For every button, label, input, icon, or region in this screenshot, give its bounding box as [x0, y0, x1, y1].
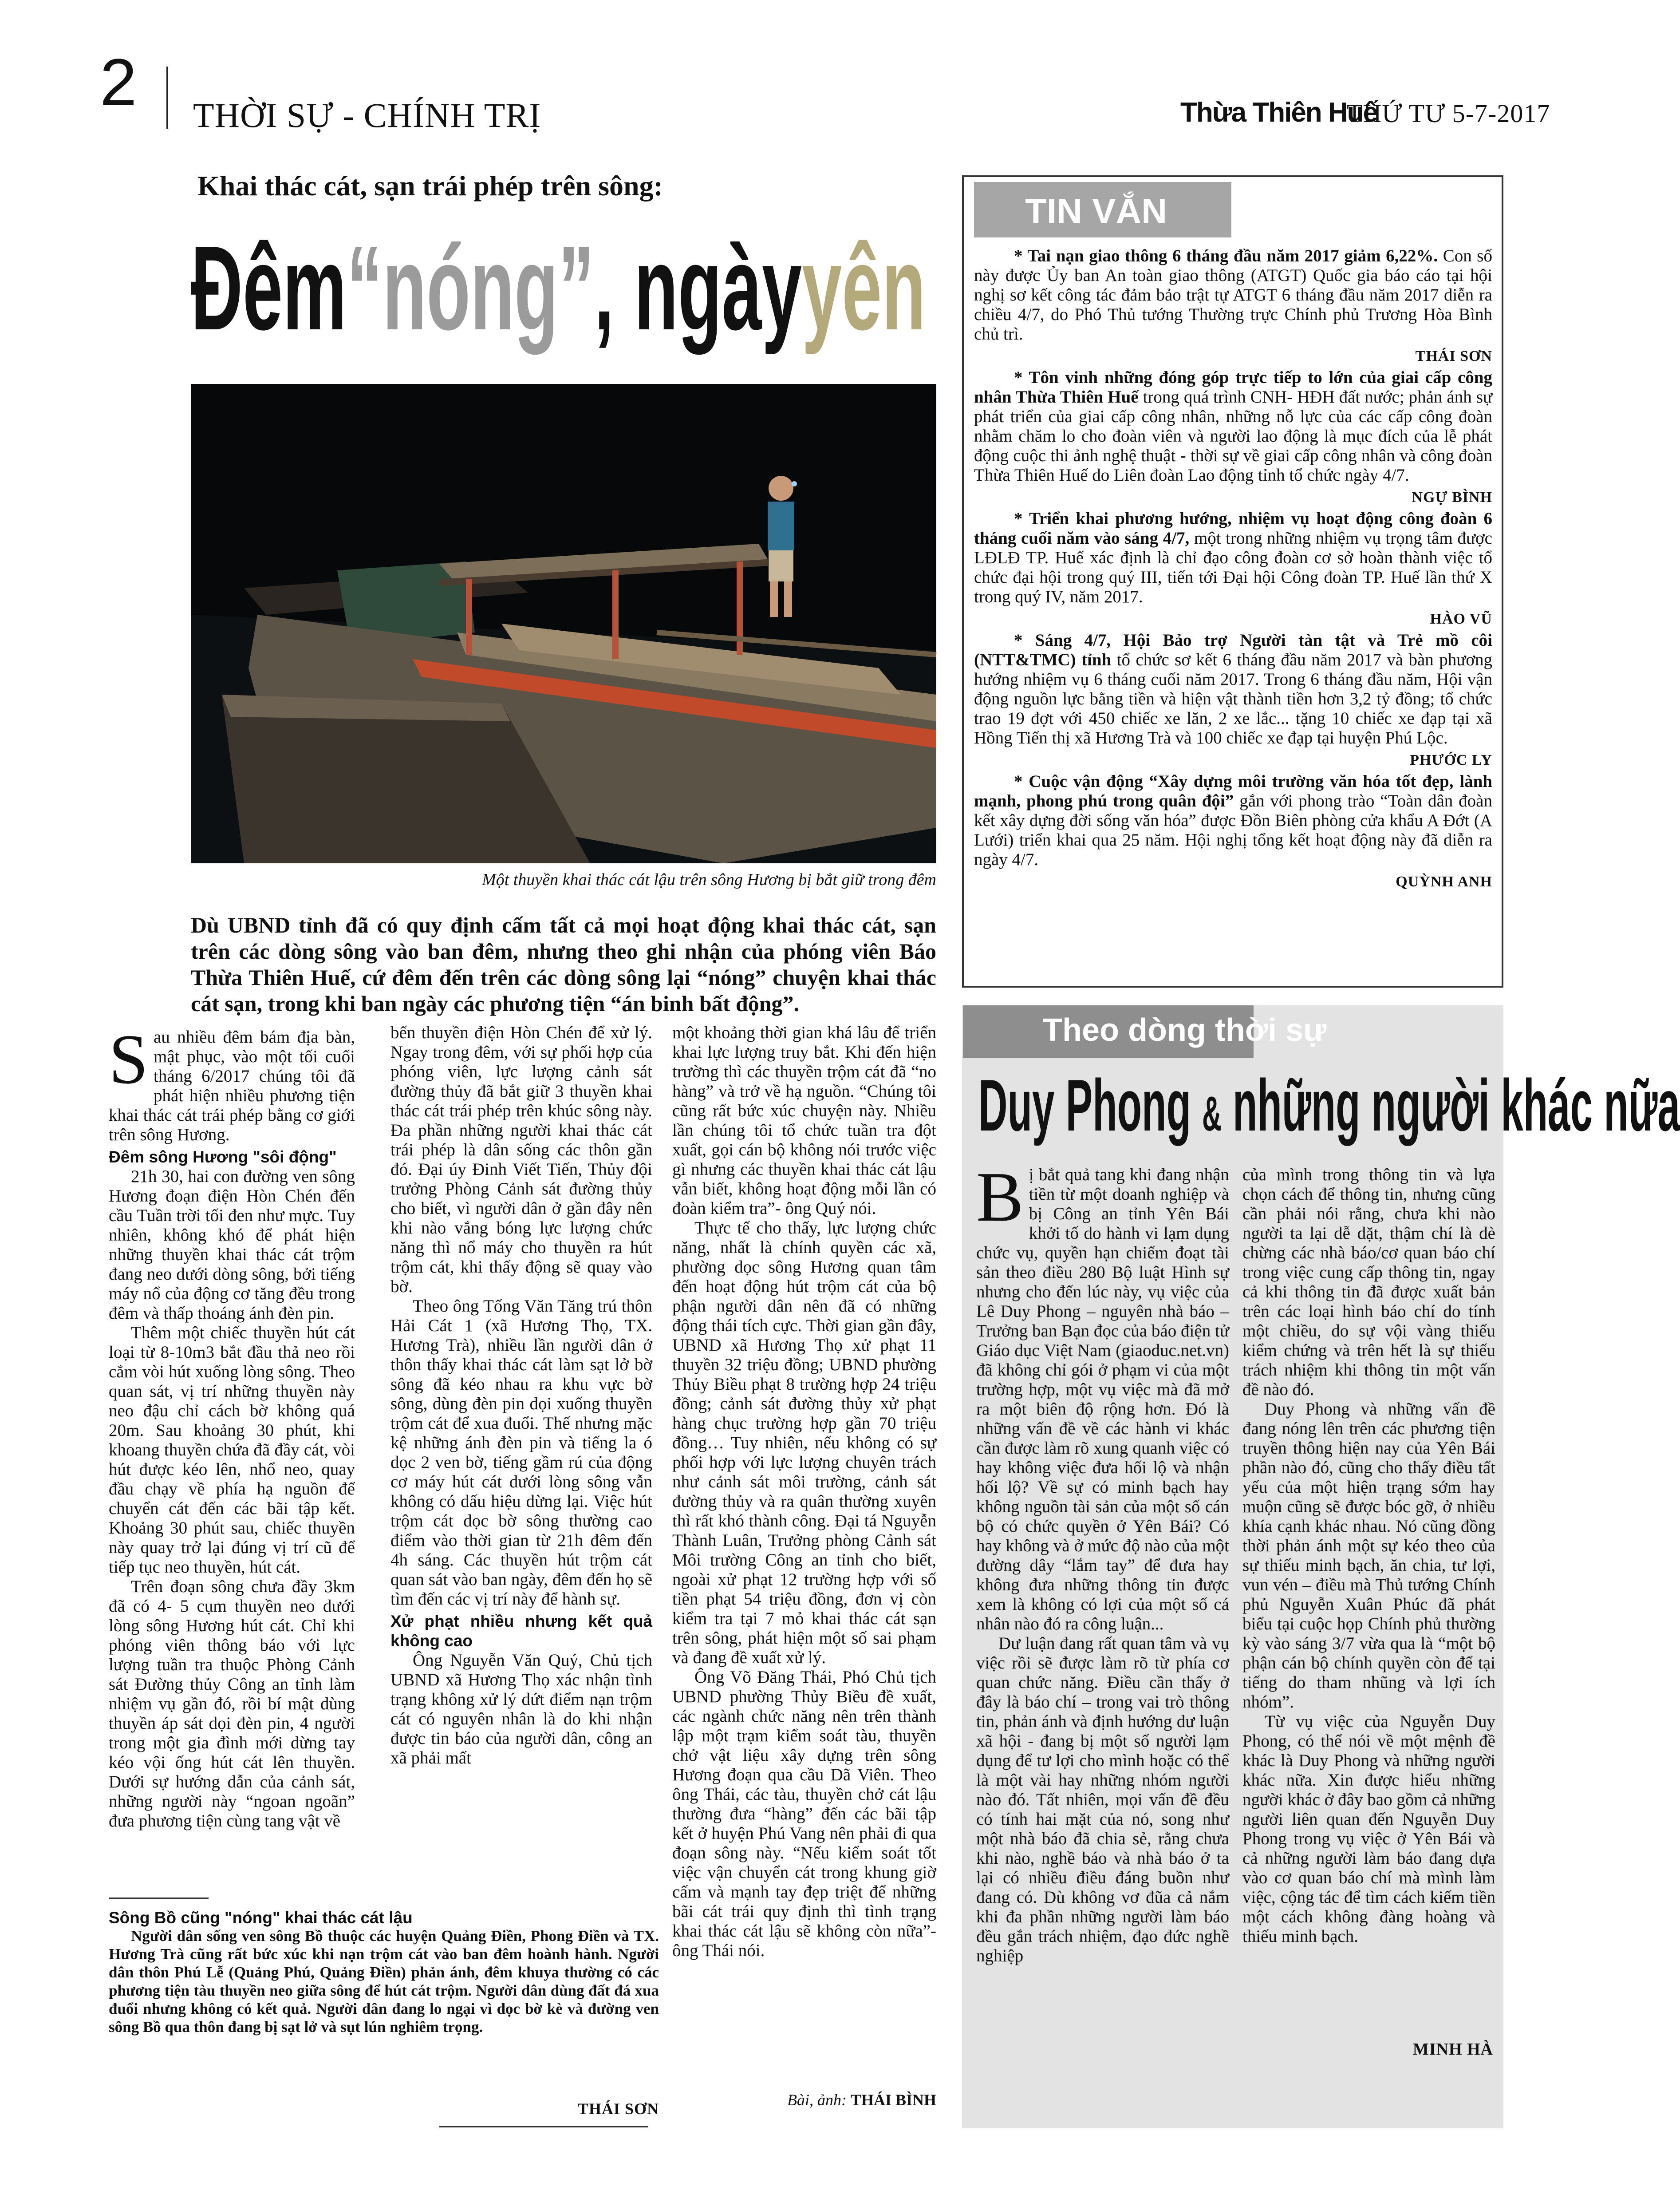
article-photo: [191, 384, 936, 863]
photo-caption: Một thuyền khai thác cát lậu trên sông Hương bị bắt giữ trong đêm: [482, 870, 936, 889]
paragraph: Theo ông Tống Văn Tăng trú thôn Hải Cát 1 (xã Hương Thọ, TX. Hương Trà), nhiều lần người dân ở thôn thấy khai thác cát làm sạt lở bờ sông đã kéo nhau ra khu vực bờ sông, dùng đèn pin dọi xuống thuyền trộm cát để xua đuổi. Thế nhưng mặc kệ những ánh đèn pin và tiếng la ó dọc 2 ven bờ, tiếng gầm rú của động cơ máy hút cát dưới lòng sông vẫn không có dấu hiệu dừng lại. Việc hút trộm cát dọc bờ sông thường cao điểm vào thời gian từ 21h đêm đến 4h sáng. Các thuyền hút trộm cát quan sát vào ban ngày, đêm đến họ sẽ tìm đến các vị trí này để hành sự.: [390, 1297, 652, 1609]
paragraph: Ông Võ Đăng Thái, Phó Chủ tịch UBND phường Thủy Biều đề xuất, các ngành chức năng nên trên thành lập một trạm kiểm soát tàu, thuyền chở vật liệu xây dựng trên sông Hương đoạn qua cầu Dã Viên. Theo ông Thái, các tàu, thuyền chở cát lậu thường đưa “hàng” đến các bãi tập kết ở huyện Phú Vang nên phải đi qua đoạn sông này. “Nếu kiểm soát tốt việc vận chuyển cát trong khung giờ cấm và mạnh tay đẹp triệt để những bãi cát trái quy định thì tình trạng khai thác cát lậu sẽ không còn nữa”- ông Thái nói.: [672, 1668, 936, 1960]
paragraph: ị bắt quả tang khi đang nhận tiền từ một doanh nghiệp và bị Công an tỉnh Yên Bái khởi tố do hành vi lạm dụng chức vụ, quyền hạn chiếm đoạt tài sản theo điều 280 Bộ luật Hình sự nhưng cho đến lúc này, vụ việc của Lê Duy Phong – nguyên nhà báo – Trưởng ban Bạn đọc của báo điện tử Giáo dục Việt Nam (giaoduc.net.vn) đã không chỉ gói ở phạm vi của một trường hợp, một vụ việc mà đã mở ra một biên độ rộng hơn. Đó là những vấn đề về các hành vi khác cần được làm rõ xung quanh việc có hay không việc đưa hối lộ và nhận hối lộ? Về sự có minh bạch hay không nguồn tài sản của một số cán bộ có chức quyền ở Yên Bái? Có hay không và ở mức độ nào của một đường dây “lắm tay” để đưa hay không đưa những thông tin được xem là không có lợi của một số cá nhân nào đó ra công luận...: [976, 1165, 1229, 1633]
opinion-headline: [978, 1063, 1680, 1152]
paragraph: Từ vụ việc của Nguyễn Duy Phong, có thể nói về một mệnh đề khác là Duy Phong và những người khác nữa. Xin được hiểu những người khác ở đây bao gồm cả những người liên quan đến Nguyễn Duy Phong trong vụ việc ở Yên Bái và cả những người làm báo đang dựa vào cơ quan báo chí mà mình làm việc, cộng tác để tìm cách kiếm tiền một cách không đàng hoàng và thiếu minh bạch.: [1242, 1712, 1495, 1946]
paragraph: Duy Phong và những vấn đề đang nóng lên trên các phương tiện truyền thông hiện nay của Yên Bái phần nào đó, cũng cho thấy điều tất yếu của một hiện trạng sớm hay muộn cũng sẽ được bóc gỡ, ở nhiều khía cạnh khác nhau. Nó cũng đồng thời phản ánh một sự kéo theo của sự thiếu minh bạch, ăn chia, tư lợi, vun vén – điều mà Thủ tướng Chính phủ Nguyễn Xuân Phúc đã phát biểu tại cuộc họp Chính phủ thường kỳ vào sáng 3/7 vừa qua là “một bộ phận cán bộ chính quyền còn để tại tiếng do tham nhũng và lợi ích nhóm”.: [1242, 1399, 1495, 1712]
brief-text: trong quá trình CNH- HĐH đất nước; phản ánh sự phát triển của giai cấp công nhân, những nỗ lực của các cấp công đoàn nhằm chăm lo cho đoàn viên và người lao động là mục đích của lễ phát động cuộc thi ảnh nghệ thuật - thời sự về giai cấp công nhân và công đoàn Thừa Thiên Huế do Liên đoàn Lao động tỉnh tổ chức ngày 4/7.: [974, 387, 1493, 485]
sidebar-text: Người dân sống ven sông Bồ thuộc các huyện Quảng Điền, Phong Điền và TX. Hương Trà cũng rất bức xúc khi nạn trộm cát vào ban đêm hoành hành. Người dân thôn Phú Lễ (Quảng Phú, Quảng Điền) phản ánh, đêm khuya thường có các phương tiện tàu thuyền neo giữa sông để hút cát trộm. Người dân dùng đất đá xua đuổi nhưng không có kết quả. Người dân đang lo ngại vì dọc bờ kè và đường ven sông Bồ qua thôn đang bị sạt lở và sụt lún nghiêm trọng.: [109, 1927, 659, 2036]
sidebar-rule-bottom: [439, 2126, 648, 2127]
article-headline: [191, 221, 926, 362]
credit-prefix: Bài, ảnh:: [787, 2091, 851, 2109]
brief-author: HÀO VŨ: [1430, 611, 1492, 627]
opinion-column-2: [1242, 1165, 1495, 1946]
paragraph: bến thuyền điện Hòn Chén để xử lý. Ngay trong đêm, với sự phối hợp của phóng viên, lực lượng cảnh sát đường thủy đã bắt giữ 3 thuyền khai thác cát trái phép trên khúc sông này. Đa phần những người khai thác cát trái phép là dân sống các thôn gần đó. Đại úy Đinh Viết Tiến, Thủy đội trưởng Phòng Cảnh sát đường thủy cho biết, vì người dân ở gần đây nên khi nào vắng bóng lực lượng chức năng thì nổ máy cho thuyền ra hút trộm cát, khi thấy động sẽ quay vào bờ.: [390, 1023, 652, 1296]
news-brief-title: TIN VẮN: [1025, 191, 1167, 231]
credit-name: THÁI BÌNH: [850, 2091, 936, 2109]
brief-author: NGỰ BÌNH: [1412, 489, 1492, 506]
sidebar-rule: [109, 1898, 209, 1899]
paragraph: Ông Nguyễn Văn Quý, Chủ tịch UBND xã Hương Thọ xác nhận tình trạng không xử lý dứt điểm nạn trộm cát có nguyên nhân là do khi nhận được tin báo của người dân, công an xã phải mất: [390, 1651, 652, 1767]
paragraph: Dư luận đang rất quan tâm và vụ việc rồi sẽ được làm rõ từ phía cơ quan chức năng. Điều cần thấy ở đây là báo chí – trong vai trò thông tin, phản ánh và định hướng dư luận xã hội - đang bị một số người lạm dụng để tư lợi cho mình hoặc có thể là một vài hay những nhóm người nào đó. Tất nhiên, mọi vấn đề đều có tính hai mặt của nó, song như một nhà báo đã chia sẻ, rằng chưa khi nào, nghề báo và nhà báo ở ta lại có nhiều điều đáng buồn như đang có. Dù không vơ đũa cả nắm khi đa phần những người làm báo đều gắn trách nhiệm, đạo đức nghề nghiệp: [976, 1634, 1229, 1965]
paragraph: 21h 30, hai con đường ven sông Hương đoạn điện Hòn Chén đến cầu Tuần trời tối đen như mực. Tuy nhiên, không khó để phát hiện những thuyền khai thác cát trộm đang neo dưới dòng sông, bởi tiếng máy nổ của động cơ tăng đều trong đêm và thấp thoáng ánh đèn pin.: [109, 1167, 355, 1323]
headline-part-3: , ngày: [594, 221, 802, 355]
news-brief-item: [974, 368, 1492, 485]
news-brief-item: [974, 772, 1492, 870]
sidebar-author: THÁI SƠN: [577, 2100, 659, 2118]
paragraph: Thực tế cho thấy, lực lượng chức năng, nhất là chính quyền các xã, phường dọc sông Hương quan tâm đến hoạt động hút trộm cát của bộ phận người dân nên đã có những động thái tích cực. Thời gian gần đây, UBND xã Hương Thọ xử phạt 11 thuyền 32 triệu đồng; UBND phường Thủy Biều phạt 8 trường hợp 24 triệu đồng; cảnh sát đường thủy xử phạt hàng chục trường hợp gần 70 triệu đồng… Tuy nhiên, nếu không có sự phối hợp với lực lượng chuyên trách như cảnh sát môi trường, cảnh sát đường thủy và ra quân thường xuyên thì rất khó thành công. Đại tá Nguyễn Thành Luân, Trưởng phòng Cảnh sát Môi trường Công an tỉnh cho biết, ngoài xử phạt 12 trường hợp với số tiền phạt 54 triệu đồng, đơn vị còn kiểm tra tại 7 mỏ khai thác cát sạn trên sông, phát hiện một số sai phạm và đang đề xuất xử lý.: [672, 1218, 936, 1667]
headline-part-4: yên: [802, 221, 926, 355]
sidebar-box: [109, 1909, 659, 2036]
news-brief-item: [974, 631, 1492, 748]
subheading: Xử phạt nhiều nhưng kết quả không cao: [390, 1612, 652, 1650]
opinion-title-b: những người khác nữa: [1233, 1064, 1680, 1146]
issue-date: THỨ TƯ 5-7-2017: [1347, 99, 1550, 128]
opinion-title-amp: &: [1202, 1087, 1222, 1141]
headline-part-1: Đêm: [191, 221, 347, 355]
headline-part-2: “nóng”: [347, 221, 594, 355]
paragraph: của mình trong thông tin và lựa chọn cách để thông tin, nhưng cũng cần phải nói rằng, chưa khi nào người ta lại dễ dặt, thậm chí là dè chừng các nhà báo/cơ quan báo chí trong việc cung cấp thông tin, ngay cả khi thông tin đã được xuất bản trên các loại hình báo chí do tính một chiều, do sự vội vàng thiếu kiểm chứng và trên hết là sự thiếu trách nhiệm khi thông tin một vấn đề nào đó.: [1242, 1165, 1495, 1399]
drop-cap: B: [976, 1157, 1024, 1236]
brief-author: THÁI SƠN: [1415, 348, 1492, 364]
article-column-2: [390, 1023, 652, 1768]
brief-lead: * Sáng 4/7, Hội Bảo trợ Người tàn tật và Trẻ mồ côi (NTT&TMC) tỉnh: [974, 631, 1492, 669]
page-number: 2: [100, 45, 137, 119]
news-brief-list: [974, 246, 1492, 893]
article-kicker: Khai thác cát, sạn trái phép trên sông:: [197, 170, 663, 202]
paragraph: Thêm một chiếc thuyền hút cát loại từ 8-10m3 bắt đầu thả neo rồi cắm vòi hút xuống lòng sông. Theo quan sát, vị trí những thuyền này neo đậu chỉ cách bờ không quá 20m. Sau khoảng 30 phút, khi khoang thuyền chứa đã đầy cát, vòi hút được kéo lên, nhổ neo, quay đầu chạy về phía hạ nguồn để chuyển cát đến các bãi tập kết. Khoảng 30 phút sau, chiếc thuyền này quay trở lại đúng vị trí cũ để tiếp tục neo thuyền, hút cát.: [109, 1323, 355, 1577]
paragraph: au nhiều đêm bám địa bàn, mật phục, vào một tối cuối tháng 6/2017 chúng tôi đã phát hiện nhiều phương tiện khai thác cát trái phép bằng cơ giới trên sông Hương.: [109, 1028, 355, 1144]
subheading: Đêm sông Hương "sôi động": [109, 1148, 337, 1166]
paper-name: Thừa Thiên Huế: [1180, 97, 1378, 128]
article-lead: Dù UBND tỉnh đã có quy định cấm tất cả mọi hoạt động khai thác cát, sạn trên các dòng sông vào ban đêm, nhưng theo ghi nhận của phóng viên Báo Thừa Thiên Huế, cứ đêm đến trên các dòng sông lại “nóng” chuyện khai thác cát sạn, trong khi ban ngày các phương tiện “án binh bất động”.: [191, 913, 936, 1016]
section-title: THỜI SỰ - CHÍNH TRỊ: [193, 96, 541, 134]
brief-lead: * Triển khai phương hướng, nhiệm vụ hoạt động công đoàn 6 tháng cuối năm vào sáng 4/7,: [974, 509, 1492, 548]
article-column-1: [109, 1020, 355, 1831]
brief-lead: * Tôn vinh những đóng góp trực tiếp to lớn của giai cấp công nhân Thừa Thiên Huế: [974, 368, 1492, 407]
brief-author: PHƯỚC LY: [1410, 752, 1492, 768]
paragraph: Trên đoạn sông chưa đầy 3km đã có 4- 5 cụm thuyền neo dưới lòng sông Hương hút cát. Chỉ khi phóng viên thông báo với lực lượng tuần tra thuộc Phòng Cảnh sát Đường thủy Công an tỉnh làm nhiệm vụ gần đó, rồi bí mật dùng thuyền áp sát dọi đèn pin, 4 người trong một gia đình mới dừng tay kéo vội ống hút cát lên thuyền. Dưới sự hướng dẫn của cảnh sát, những người này “ngoan ngoãn” đưa phương tiện cùng tang vật về: [109, 1577, 355, 1830]
opinion-label: Theo dòng thời sự: [1043, 1012, 1327, 1048]
article-credit: [672, 2091, 936, 2109]
news-brief-item: [974, 246, 1492, 344]
brief-lead: * Tai nạn giao thông 6 tháng đầu năm 2017 giảm 6,22%.: [1014, 246, 1438, 265]
opinion-column-1: [976, 1157, 1229, 1966]
brief-text: Con số này được Ủy ban An toàn giao thông (ATGT) Quốc gia báo cáo tại hội nghị sơ kết công tác đảm bảo trật tự ATGT 6 tháng đầu năm 2017 diễn ra chiều 4/7, do Phó Thủ tướng Thường trực Chính phủ Trương Hòa Bình chủ trì.: [974, 246, 1492, 344]
brief-author: QUỲNH ANH: [1396, 874, 1492, 890]
sidebar-title: Sông Bồ cũng "nóng" khai thác cát lậu: [109, 1909, 413, 1927]
article-column-3: [672, 1023, 936, 1961]
opinion-title-a: Duy Phong: [978, 1064, 1191, 1146]
brief-text: tổ chức sơ kết 6 tháng đầu năm 2017 và bàn phương hướng nhiệm vụ 6 tháng cuối năm 2017. Trong 6 tháng đầu năm, Hội vận động nguồn lực bằng tiền và hiện vật thành tiền hơn 3,2 tỷ đồng; tổ chức trao 19 đợt với 450 chiếc xe lăn, 2 xe lắc... tặng 10 chiếc xe đạp tại xã Hồng Tiến thị xã Hương Trà và 100 chiếc xe đạp tại huyện Phú Lộc.: [974, 650, 1492, 747]
paragraph: một khoảng thời gian khá lâu để triển khai lực lượng truy bắt. Khi đến hiện trường thì các thuyền trộm cát đã “no hàng” và trở về hạ nguồn. “Chúng tôi cũng rất bức xúc chuyện này. Nhiều lần chúng tôi tổ chức tuần tra đột xuất, gọi cán bộ không nói trước việc gì nhưng các thuyền khai thác cát lậu vẫn biết, không hoạt động mỗi lần có đoàn kiểm tra”- ông Quý nói.: [672, 1023, 936, 1218]
news-brief-item: [974, 509, 1492, 607]
drop-cap: S: [109, 1020, 148, 1099]
opinion-author: MINH HÀ: [1412, 2040, 1493, 2059]
header-divider: [166, 67, 168, 129]
brief-text: gắn với phong trào “Toàn dân đoàn kết xây dựng đời sống văn hóa” được Đồn Biên phòng cửa khẩu A Đớt (A Lưới) triển khai qua 25 năm. Hội nghị tổng kết hoạt động này đã diễn ra ngày 4/7.: [974, 791, 1492, 869]
brief-text: một trong những nhiệm vụ trọng tâm được LĐLĐ TP. Huế xác định là chỉ đạo công đoàn cơ sở hoàn thành việc tổ chức đại hội trong quý III, tiến tới Đại hội Công đoàn TP. Huế lần thứ X trong quý IV, năm 2017.: [974, 529, 1492, 606]
brief-lead: * Cuộc vận động “Xây dựng môi trường văn hóa tốt đẹp, lành mạnh, phong phú trong quân đội”: [974, 772, 1492, 810]
boat-photo-illustration: [191, 384, 936, 863]
